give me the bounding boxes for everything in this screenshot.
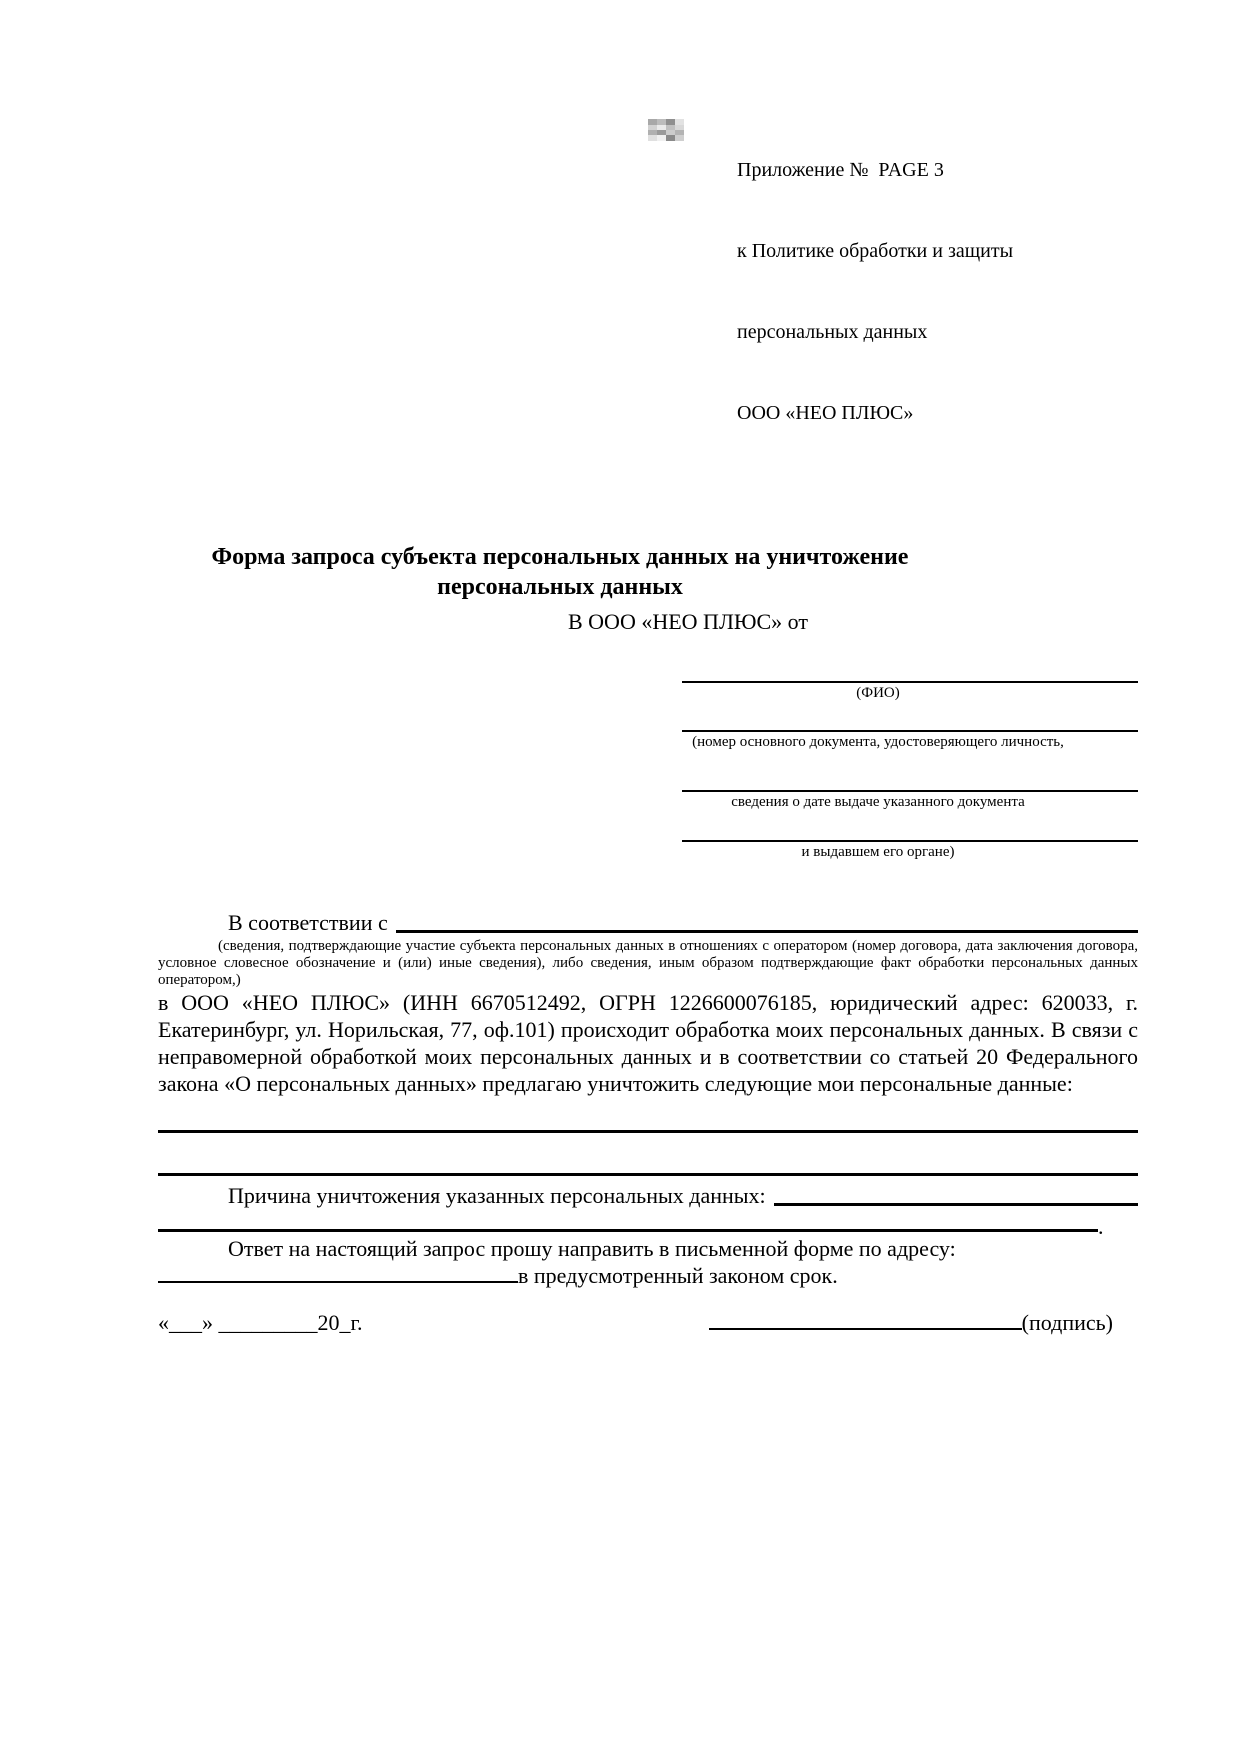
appendix-line: ООО «НЕО ПЛЮС» [737,402,914,424]
appendix-line: Приложение № PAGE 3 [737,159,944,181]
appendix-line: персональных данных [737,321,928,343]
response-term-text: в предусмотренный законом срок. [518,1263,838,1288]
field-caption-issue-date: сведения о дате выдаче указанного документа [731,794,1025,810]
reason-row [158,1182,1138,1209]
date-signature-row [158,1309,1138,1336]
date-line: «___» _________20_г. [158,1310,363,1335]
reason-continuation-write-in-line [158,1229,1098,1232]
addressee-line: В ООО «НЕО ПЛЮС» от [568,609,808,634]
signature-group [709,1309,1113,1336]
line-terminator: . [1098,1214,1104,1239]
reason-write-in-line [774,1182,1138,1206]
fine-print-note: (сведения, подтверждающие участие субъекта персональных данных в отношениях с оператором (номер договора, дата заключения договора, условное словесное обозначение и (или) иные сведения), либо сведения, иным образом подтверждающие факт обработки персональных данных оператором,) [158,938,1138,988]
field-caption-issuing-authority: и выдавшем его органе) [801,844,955,860]
document-content [158,0,1138,1336]
appendix-block [737,103,1138,481]
fio-field [158,681,1138,703]
accordance-label: В соответствии с [228,910,388,935]
field-caption-fio: (ФИО) [856,685,900,701]
accordance-row [158,909,1138,936]
address-write-in-line [158,1277,518,1283]
accordance-write-in-line [396,909,1138,933]
issue-date-field [158,790,1138,812]
personal-data-write-in-line-1 [158,1130,1138,1133]
reason-label: Причина уничтожения указанных персональных данных: [228,1183,766,1208]
response-address-row [158,1262,1138,1289]
signature-caption: (подпись) [1021,1310,1113,1335]
response-request-line: Ответ на настоящий запрос прошу направить в письменной форме по адресу: [228,1236,956,1261]
issuing-authority-field [158,840,1138,862]
document-title: Форма запроса субъекта персональных данных на уничтожение персональных данных [211,544,909,600]
body-paragraph: в ООО «НЕО ПЛЮС» (ИНН 6670512492, ОГРН 1226600076185, юридический адрес: 620033, г. Екатеринбург, ул. Норильская, 77, оф.101) происходит обработка моих персональных данных. В связи с неправомерной обработкой моих персональных данных и в соответствии со статьей 20 Федерального закона «О персональных данных» предлагаю уничтожить следующие мои персональные данные: [158,990,1138,1096]
appendix-line: к Политике обработки и защиты [737,240,1014,262]
signature-line [709,1324,1022,1330]
document-number-field [158,730,1138,752]
personal-data-write-in-line-2 [158,1173,1138,1176]
reason-continuation-row [158,1214,1138,1239]
field-caption-document-number: (номер основного документа, удостоверяющего личность, [692,734,1064,750]
